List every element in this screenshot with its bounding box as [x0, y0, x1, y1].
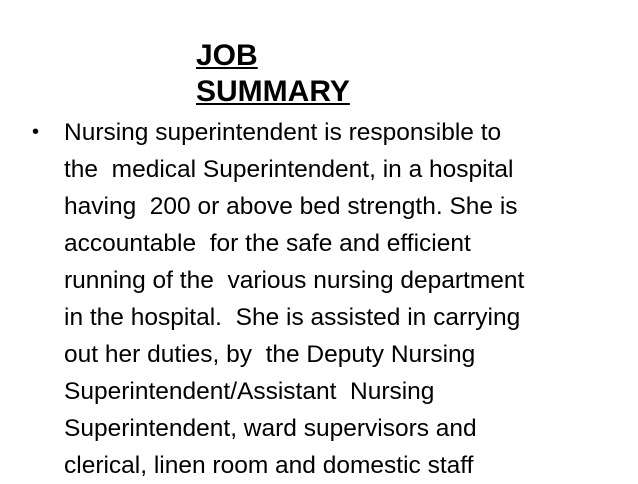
bullet-line: in the hospital. She is assisted in carrying — [64, 304, 521, 331]
bullet-line: Superintendent, ward supervisors and — [64, 415, 477, 442]
bullet-line: out her duties, by the Deputy Nursing — [64, 341, 476, 368]
bullet-line: Nursing superintendent is responsible to — [64, 119, 502, 146]
bullet-line: accountable for the safe and efficient — [64, 230, 471, 257]
bullet-text — [64, 114, 524, 484]
title-line: SUMMARY — [196, 75, 350, 108]
bullet-line: having 200 or above bed strength. She is — [64, 193, 518, 220]
bullet-line: Superintendent/Assistant Nursing — [64, 378, 435, 405]
bullet-marker: • — [32, 121, 40, 143]
bullet-line: clerical, linen room and domestic staff — [64, 452, 474, 479]
bullet-item — [30, 114, 630, 484]
title-line: JOB — [196, 39, 258, 72]
bullet-line: running of the various nursing department — [64, 267, 525, 294]
bullet-line: the medical Superintendent, in a hospital — [64, 156, 514, 183]
slide-title — [196, 38, 426, 110]
bullet-list — [30, 114, 630, 484]
